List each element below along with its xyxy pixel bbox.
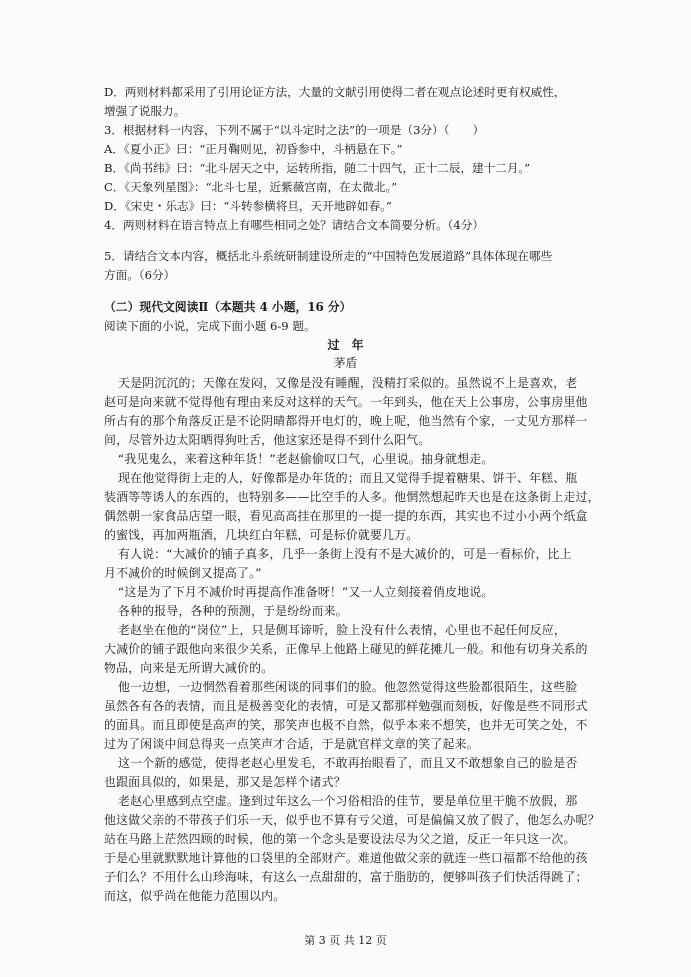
question-4: 4．两则材料在语言特点上有哪些相同之处？请结合文本简要分析。（4分） [104, 218, 484, 232]
story-line: 的蜜饯，再加两瓶酒，几块红白年糕，可是标价就要几万。 [104, 528, 419, 542]
story-line: 老赵心里感到点空虚。逢到过年这么一个习俗相沿的佳节，要是单位里干脆不放假，那 [118, 794, 578, 808]
story-line: 过为了闲谈中间总得夹一点笑声才合适，于是就官样文章的笑了起来。 [104, 737, 479, 751]
story-line: 也跟面具似的，如果是，那又是怎样个诸式？ [104, 775, 346, 789]
story-line: 这一个新的感觉，使得老赵心里发毛，不敢再抬眼看了，而且又不敢想象自己的脸是否 [118, 756, 578, 770]
story-line: 物品，向来是无所谓大减价的。 [104, 661, 274, 675]
option-d-line1: D．两则材料都采用了引用论证方法，大量的文献引用使得二者在观点论述时更有权威性， [104, 85, 566, 99]
story-line: 天是阴沉沉的；天像在发闷，又像是没有睡醒，没精打采似的。虽然说不上是喜欢，老 [118, 376, 578, 390]
story-line: 偶然朝一家食品店望一眼，看见高高挂在那里的一提一提的东西，其实也不过小小两个纸盒 [104, 509, 588, 523]
story-line: 赵可是向来就不觉得他有理由来反对这样的天气。一年到头，他在天上公事房，公事房里他 [104, 395, 588, 409]
question-3-option-d: D．《宋史・乐志》曰：“斗转参横将旦，天开地辟如春。” [104, 199, 392, 213]
option-d-line2: 增强了说服力。 [104, 104, 186, 118]
question-3-option-c: C．《天象列星图》：“北斗七星，近紫薇宫南，在太微北。” [104, 180, 398, 194]
section-heading: （二）现代文阅读Ⅱ（本题共 4 小题，16 分） [104, 300, 352, 314]
story-line: 有人说：“大减价的铺子真多，几乎一条街上没有不是大减价的，可是一看标价，比上 [118, 547, 572, 561]
page-footer: 第 3 页 共 12 页 [304, 934, 387, 947]
story-line: 于是心里就默默地计算他的口袋里的全部财产。难道他做父亲的就连一些口福都不给他的孩 [104, 851, 588, 865]
question-5-line1: 5．请结合文本内容，概括北斗系统研制建设所走的“中国特色发展道路”具体体现在哪些 [104, 249, 553, 263]
question-5-line2: 方面。（6分） [104, 268, 176, 282]
story-line: 虽然各有各的表情，而且是极善变化的表情，可是又都那样勉强而刻板，好像是些不同形式 [104, 699, 588, 713]
story-line: 各种的报导，各种的预测，于是纷纷而来。 [118, 604, 348, 618]
story-line: 他这做父亲的不带孩子们乐一天，似乎也不算有亏父道，可是偏偏又放了假了，他怎么办呢？ [104, 813, 600, 827]
story-line: 站在马路上茫然四顾的时候，他的第一个念头是要设法尽为父之道，反正一年只这一次。 [104, 832, 576, 846]
story-line: 子们么？不用什么山珍海味，有这么一点甜甜的，富于脂肪的，便够叫孩子们快活得跳了； [104, 870, 588, 884]
question-3-option-a: A．《夏小正》曰：“正月鞠则见，初昏参中，斗柄悬在下。” [104, 142, 403, 156]
story-line: 间，尽管外边太阳晒得狗吐舌，他这家还是得不到什么阳气。 [104, 433, 431, 447]
story-line: 所占有的那个角落反正是不论阴晴都得开电灯的，晚上呢，他当然有个家，一丈见方那样一 [104, 414, 588, 428]
story-line: 装酒等等诱人的东西的，也特别多——比空手的人多。他惘然想起昨天也是在这条街上走过， [104, 490, 600, 504]
story-line: 现在他觉得街上走的人，好像都是办年货的；而且又觉得手提着糖果、饼干、年糕、瓶 [118, 471, 578, 485]
story-line: “这是为了下月不减价时再提高作准备呀！”又一人立刻接着俏皮地说。 [118, 585, 494, 599]
story-line: 而这，似乎尚在他能力范围以内。 [104, 889, 286, 903]
reading-instruction: 阅读下面的小说，完成下面小题 6-9 题。 [104, 319, 316, 333]
story-line: 的面具。而且即使是高声的笑，那笑声也极不自然，似乎本来不想笑，也并无可笑之处，不 [104, 718, 588, 732]
story-line: 月不减价的时候倒又提高了。” [104, 566, 262, 580]
question-3-option-b: B．《尚书纬》曰：“北斗居天之中，运转所指，随二十四气，正十二辰，建十二月。” [104, 161, 531, 175]
story-author: 茅盾 [333, 356, 358, 370]
story-line: “我见鬼么，来着这种年货！”老赵偷偷叹口气，心里说。抽身就想走。 [118, 452, 494, 466]
story-line: 他一边想，一边惘然看着那些闲谈的同事们的脸。他忽然觉得这些脸都很陌生，这些脸 [118, 680, 578, 694]
story-title: 过 年 [327, 338, 364, 352]
question-3-stem: 3．根据材料一内容，下列不属于“以斗定时之法”的一项是（3分）（ ） [104, 123, 485, 137]
story-line: 大减价的铺子跟他向来很少关系，正像早上他路上碰见的鲜花摊儿一般。和他有切身关系的 [104, 642, 588, 656]
story-line: 老赵坐在他的“岗位”上，只是侧耳谛听，脸上没有什么表情，心里也不起任何反应， [118, 623, 566, 637]
